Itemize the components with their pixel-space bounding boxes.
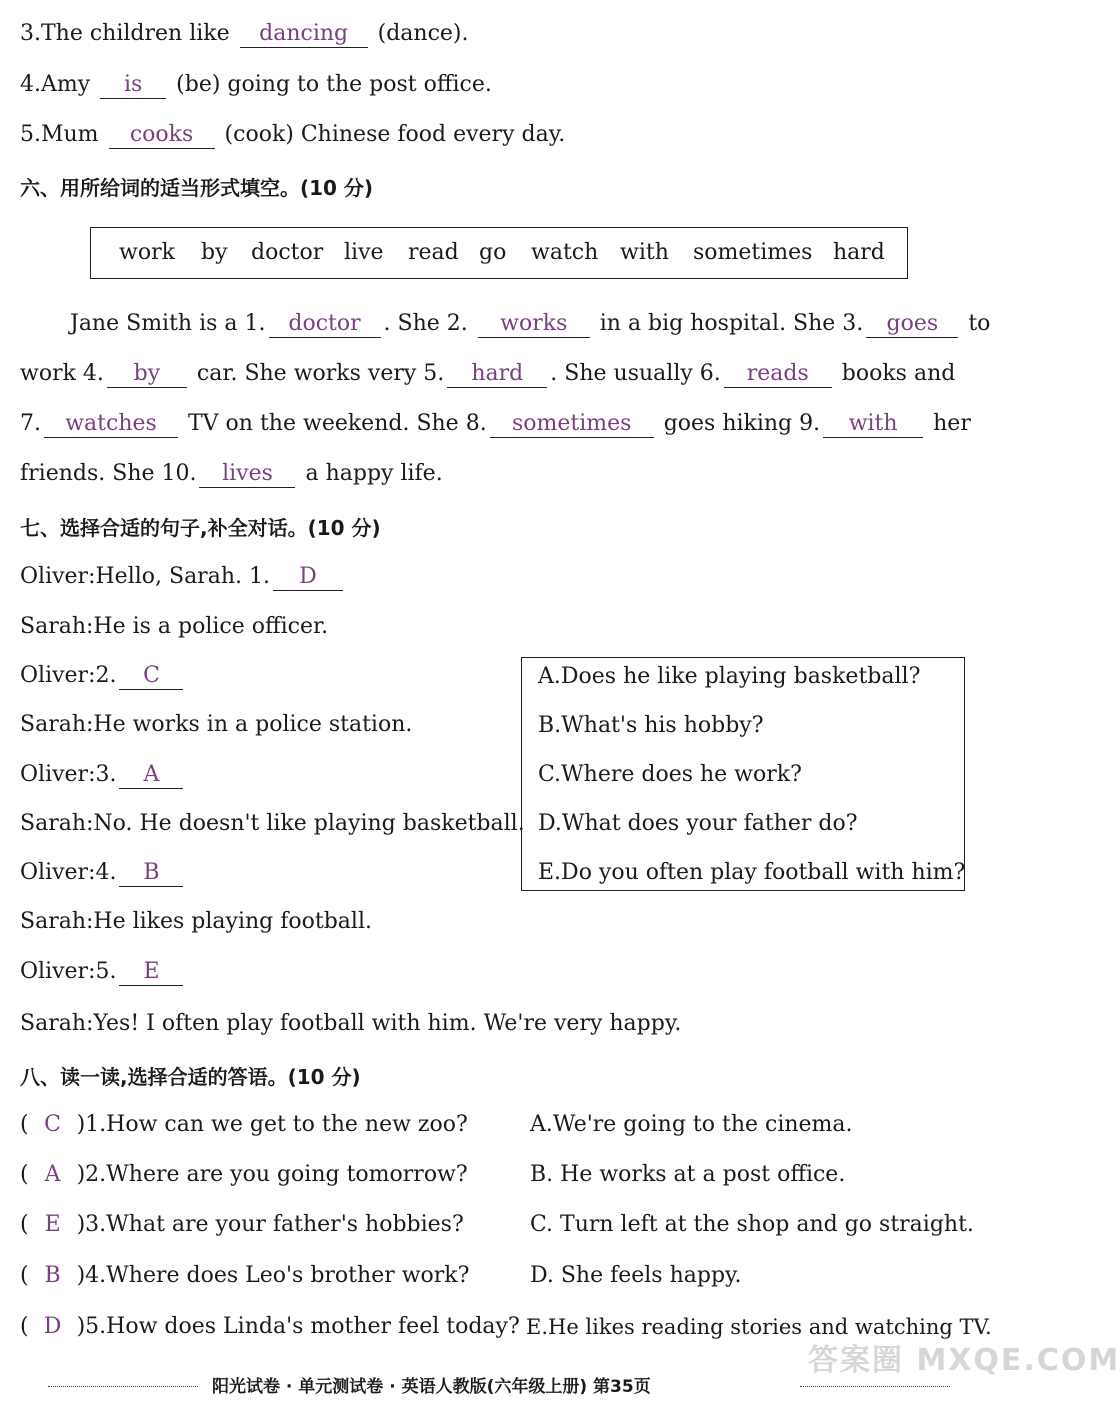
- q-text: 5.Mum: [20, 122, 99, 147]
- q-text: (cook) Chinese food every day.: [224, 122, 566, 147]
- answer-blank: E: [119, 959, 183, 986]
- word-bank-item: live: [344, 240, 384, 265]
- dialog-line: [20, 810, 525, 838]
- dialog-text: Sarah:He likes playing football.: [20, 909, 372, 934]
- question-text: )2.Where are you going tomorrow?: [76, 1162, 468, 1187]
- options-box: [521, 657, 965, 891]
- section-6-heading: 六、用所给词的适当形式填空。(10 分): [20, 176, 374, 200]
- answer-blank: with: [823, 411, 923, 438]
- dialog-line: [20, 908, 372, 936]
- section-8-heading: 八、读一读,选择合适的答语。(10 分): [20, 1065, 361, 1089]
- answer-letter: A: [44, 1162, 61, 1187]
- dialog-line: [20, 859, 186, 887]
- question-text: )1.How can we get to the new zoo?: [76, 1112, 468, 1137]
- answer-letter: D: [43, 1314, 62, 1339]
- dialog-text: Oliver:3.: [20, 762, 117, 787]
- q-text: (dance).: [377, 21, 469, 46]
- q-text: 4.Amy: [20, 72, 91, 97]
- dialog-line: [20, 563, 346, 591]
- match-question: ( A )2.Where are you going tomorrow?: [20, 1162, 468, 1187]
- passage-text: TV on the weekend. She 8.: [188, 411, 487, 436]
- passage-text: car. She works very 5.: [196, 361, 445, 386]
- dialog-text: Oliver:5.: [20, 959, 117, 984]
- match-question: ( B )4.Where does Leo's brother work?: [20, 1263, 470, 1288]
- q5-4: [20, 71, 492, 99]
- word-bank-item: watch: [531, 240, 599, 265]
- answer-letter: C: [44, 1112, 62, 1137]
- word-bank-item: by: [201, 240, 228, 265]
- option-item: A.Does he like playing basketball?: [538, 664, 921, 689]
- match-option: D. She feels happy.: [530, 1263, 742, 1288]
- answer-blank: is: [100, 72, 166, 99]
- match-question: ( E )3.What are your father's hobbies?: [20, 1212, 464, 1237]
- answer-blank: D: [273, 564, 343, 591]
- footer-text: 阳光试卷 · 单元测试卷 · 英语人教版(六年级上册) 第35页: [212, 1377, 651, 1397]
- q5-5: [20, 121, 565, 149]
- q5-3: [20, 20, 469, 48]
- passage-text: her: [933, 411, 971, 436]
- dialog-text: Sarah:He is a police officer.: [20, 614, 329, 639]
- passage-text: goes hiking 9.: [663, 411, 821, 436]
- answer-blank: dancing: [240, 21, 368, 48]
- answer-blank: hard: [447, 361, 547, 388]
- q-text: 3.The children like: [20, 21, 230, 46]
- dialog-line: [20, 613, 328, 641]
- answer-blank: goes: [866, 311, 958, 338]
- passage-line-1: [70, 310, 990, 338]
- dialog-line: [20, 711, 412, 739]
- question-text: )4.Where does Leo's brother work?: [76, 1263, 470, 1288]
- answer-letter: E: [44, 1212, 61, 1237]
- answer-letter: B: [44, 1263, 61, 1288]
- match-option: E.He likes reading stories and watching TV.: [526, 1315, 992, 1339]
- footer-divider: [800, 1386, 950, 1387]
- answer-blank: cooks: [109, 122, 215, 149]
- passage-text: Jane Smith is a 1.: [70, 311, 266, 336]
- passage-text: books and: [841, 361, 956, 386]
- answer-blank: by: [107, 361, 187, 388]
- answer-blank: doctor: [269, 311, 381, 338]
- answer-blank: watches: [44, 411, 178, 438]
- word-bank-item: sometimes: [693, 240, 813, 265]
- answer-blank: lives: [199, 461, 295, 488]
- passage-line-4: [20, 460, 443, 488]
- dialog-text: Sarah:Yes! I often play football with him. We're very happy.: [20, 1011, 682, 1036]
- section-7-heading: 七、选择合适的句子,补全对话。(10 分): [20, 516, 381, 540]
- q-text: (be) going to the post office.: [176, 72, 492, 97]
- option-item: D.What does your father do?: [538, 811, 858, 836]
- word-bank-item: go: [479, 240, 507, 265]
- answer-blank: B: [119, 860, 183, 887]
- word-bank-item: hard: [833, 240, 885, 265]
- option-item: B.What's his hobby?: [538, 713, 764, 738]
- answer-blank: reads: [724, 361, 832, 388]
- match-question: ( C )1.How can we get to the new zoo?: [20, 1112, 468, 1137]
- passage-text: work 4.: [20, 361, 104, 386]
- word-bank: [90, 227, 908, 279]
- answer-blank: works: [478, 311, 590, 338]
- page-footer: [0, 1370, 1000, 1400]
- dialog-text: Sarah:No. He doesn't like playing basketball.: [20, 811, 525, 836]
- answer-blank: C: [119, 663, 183, 690]
- dialog-line: [20, 761, 186, 789]
- word-bank-item: doctor: [251, 240, 324, 265]
- passage-text: to: [968, 311, 991, 336]
- passage-text: a happy life.: [305, 461, 443, 486]
- dialog-text: Oliver:2.: [20, 663, 117, 688]
- dialog-line: [20, 1010, 681, 1038]
- dialog-line: [20, 958, 186, 986]
- question-text: )3.What are your father's hobbies?: [76, 1212, 464, 1237]
- answer-blank: sometimes: [490, 411, 654, 438]
- passage-text: friends. She 10.: [20, 461, 197, 486]
- passage-text: in a big hospital. She 3.: [599, 311, 864, 336]
- footer-divider: [48, 1386, 198, 1387]
- match-question: ( D )5.How does Linda's mother feel today?: [20, 1314, 520, 1339]
- answer-blank: A: [119, 762, 183, 789]
- watermark: 答案圈 MXQE.COM: [808, 1343, 1120, 1378]
- dialog-text: Sarah:He works in a police station.: [20, 712, 413, 737]
- match-option: A.We're going to the cinema.: [530, 1112, 853, 1137]
- dialog-line: [20, 662, 186, 690]
- option-item: E.Do you often play football with him?: [538, 860, 966, 885]
- passage-text: . She 2.: [383, 311, 468, 336]
- dialog-text: Oliver:4.: [20, 860, 117, 885]
- dialog-text: Oliver:Hello, Sarah. 1.: [20, 564, 270, 589]
- question-text: )5.How does Linda's mother feel today?: [76, 1314, 520, 1339]
- passage-text: . She usually 6.: [550, 361, 721, 386]
- match-option: B. He works at a post office.: [530, 1162, 846, 1187]
- match-option: C. Turn left at the shop and go straight.: [530, 1212, 974, 1237]
- passage-line-3: [20, 410, 971, 438]
- word-bank-item: read: [408, 240, 459, 265]
- word-bank-item: with: [620, 240, 669, 265]
- option-item: C.Where does he work?: [538, 762, 802, 787]
- passage-line-2: [20, 360, 955, 388]
- word-bank-item: work: [119, 240, 175, 265]
- passage-text: 7.: [20, 411, 41, 436]
